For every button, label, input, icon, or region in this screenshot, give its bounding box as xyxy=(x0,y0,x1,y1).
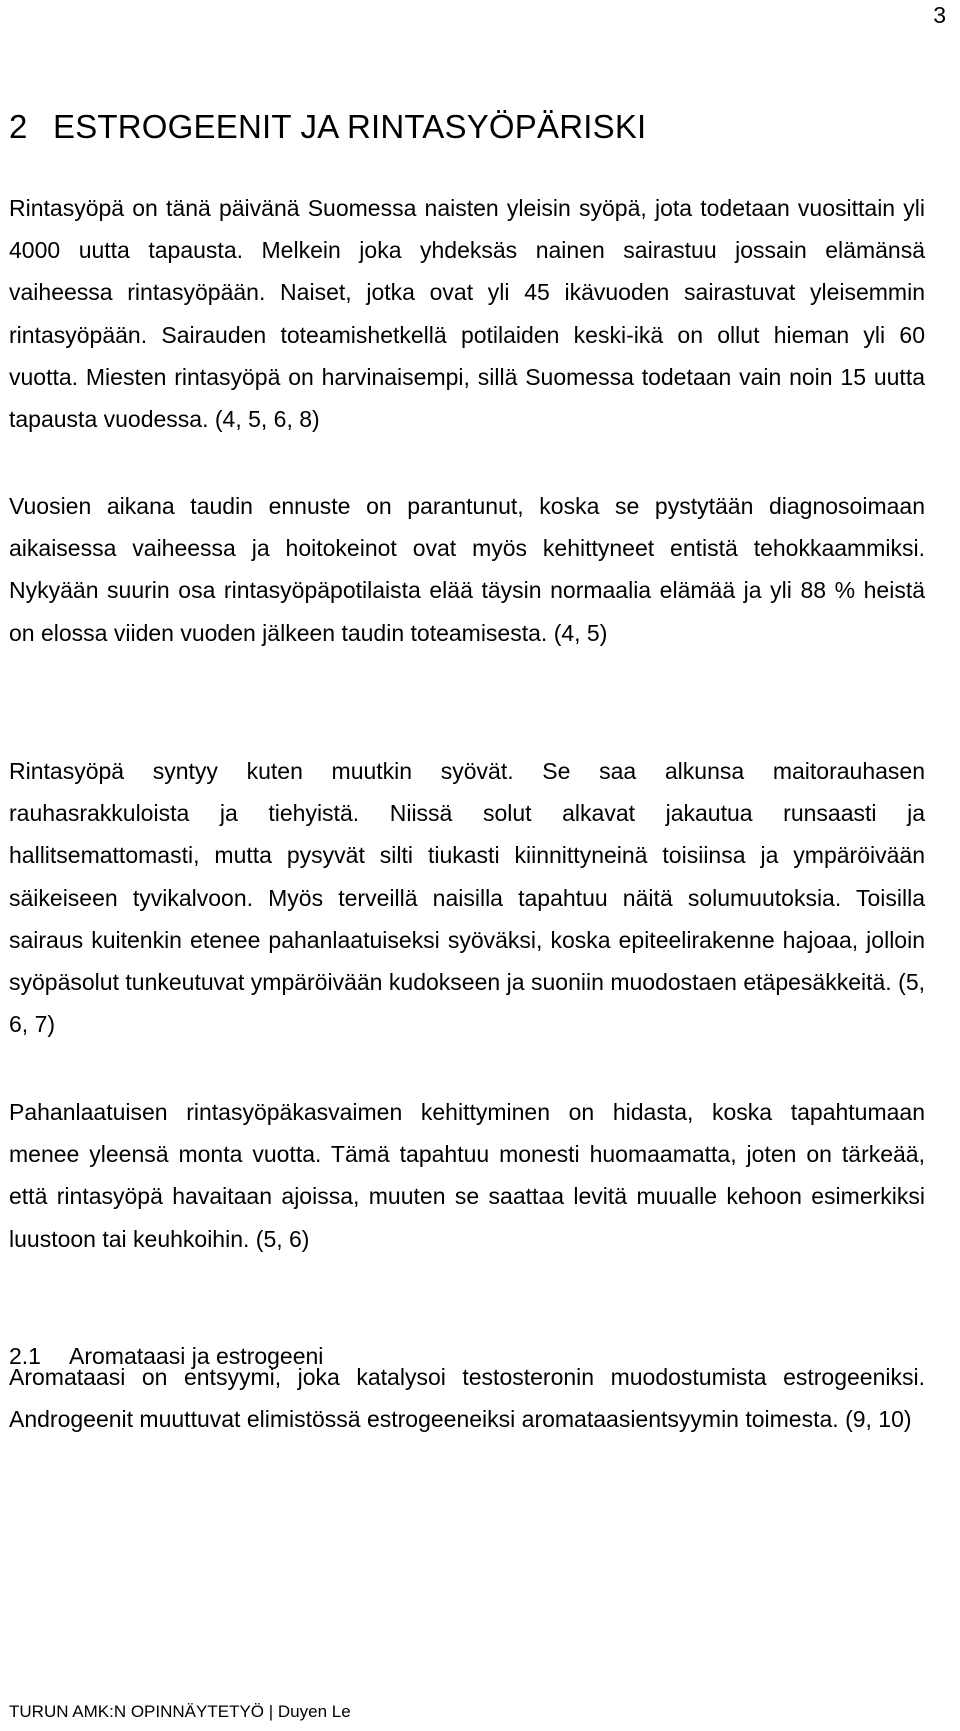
paragraph-5 xyxy=(9,1356,925,1440)
page-footer: TURUN AMK:N OPINNÄYTETYÖ | Duyen Le xyxy=(9,1702,351,1721)
paragraph-text: Pahanlaatuisen rintasyöpäkasvaimen kehittyminen on hidasta, koska tapahtumaan menee yleensä monta vuotta. Tämä tapahtuu monesti huomaamatta, joten on tärkeää, että rintasyöpä havaitaan ajoissa, muuten se saattaa levitä muualle kehoon esimerkiksi luustoon tai keuhkoihin. (5, 6) xyxy=(9,1099,925,1252)
page-number: 3 xyxy=(933,2,946,28)
section-number: 2.1 xyxy=(9,1343,41,1369)
paragraph-2 xyxy=(9,485,925,654)
paragraph-text: Vuosien aikana taudin ennuste on parantunut, koska se pystytään diagnosoimaan aikaisessa vaiheessa ja hoitokeinot ovat myös kehittyneet entistä tehokkaammiksi. Nykyään suurin osa rintasyöpäpotilaista elää täysin normaalia elämää ja yli 88 % heistä on elossa viiden vuoden jälkeen taudin toteamisesta. (4, 5) xyxy=(9,493,925,646)
paragraph-text: Rintasyöpä on tänä päivänä Suomessa naisten yleisin syöpä, jota todetaan vuosittain yli 4000 uutta tapausta. Melkein joka yhdeksäs nainen sairastuu jossain elämänsä vaiheessa rintasyöpään. Naiset, jotka ovat yli 45 ikävuoden sairastuvat yleisemmin rintasyöpään. Sairauden toteamishetkellä potilaiden keski-ikä on ollut hieman yli 60 vuotta. Miesten rintasyöpä on harvinaisempi, sillä Suomessa todetaan vain noin 15 uutta tapausta vuodessa. (4, 5, 6, 8) xyxy=(9,195,925,433)
paragraph-text: Aromataasi on entsyymi, joka katalysoi testosteronin muodostumista estrogeeniksi. Androgeenit muuttuvat elimistössä estrogeeneiksi aromataasientsyymin toimesta. (9, 10) xyxy=(9,1364,925,1433)
paragraph-text: Rintasyöpä syntyy kuten muutkin syövät. Se saa alkunsa maitorauhasen rauhasrakkuloista ja tiehyistä. Niissä solut alkavat jakautua runsaasti ja hallitsemattomasti, mutta pysyvät silti tiukasti kiinnittyneinä toisiinsa ja ympäröivään säikeiseen tyvikalvoon. Myös terveillä naisilla tapahtuu näitä solumuutoksia. Toisilla sairaus kuitenkin etenee pahanlaatuiseksi syöväksi, koska epiteelirakenne hajoaa, jolloin syöpäsolut tunkeutuvat ympäröivään kudokseen ja suoniin muodostaen etäpesäkkeitä. (5, 6, 7) xyxy=(9,758,925,1038)
chapter-title: ESTROGEENIT JA RINTASYÖPÄRISKI xyxy=(53,108,647,145)
chapter-heading xyxy=(9,108,646,146)
paragraph-1 xyxy=(9,187,925,440)
section-title: Aromataasi ja estrogeeni xyxy=(69,1343,324,1369)
chapter-number: 2 xyxy=(9,108,28,145)
paragraph-3 xyxy=(9,750,925,1045)
paragraph-4 xyxy=(9,1091,925,1260)
